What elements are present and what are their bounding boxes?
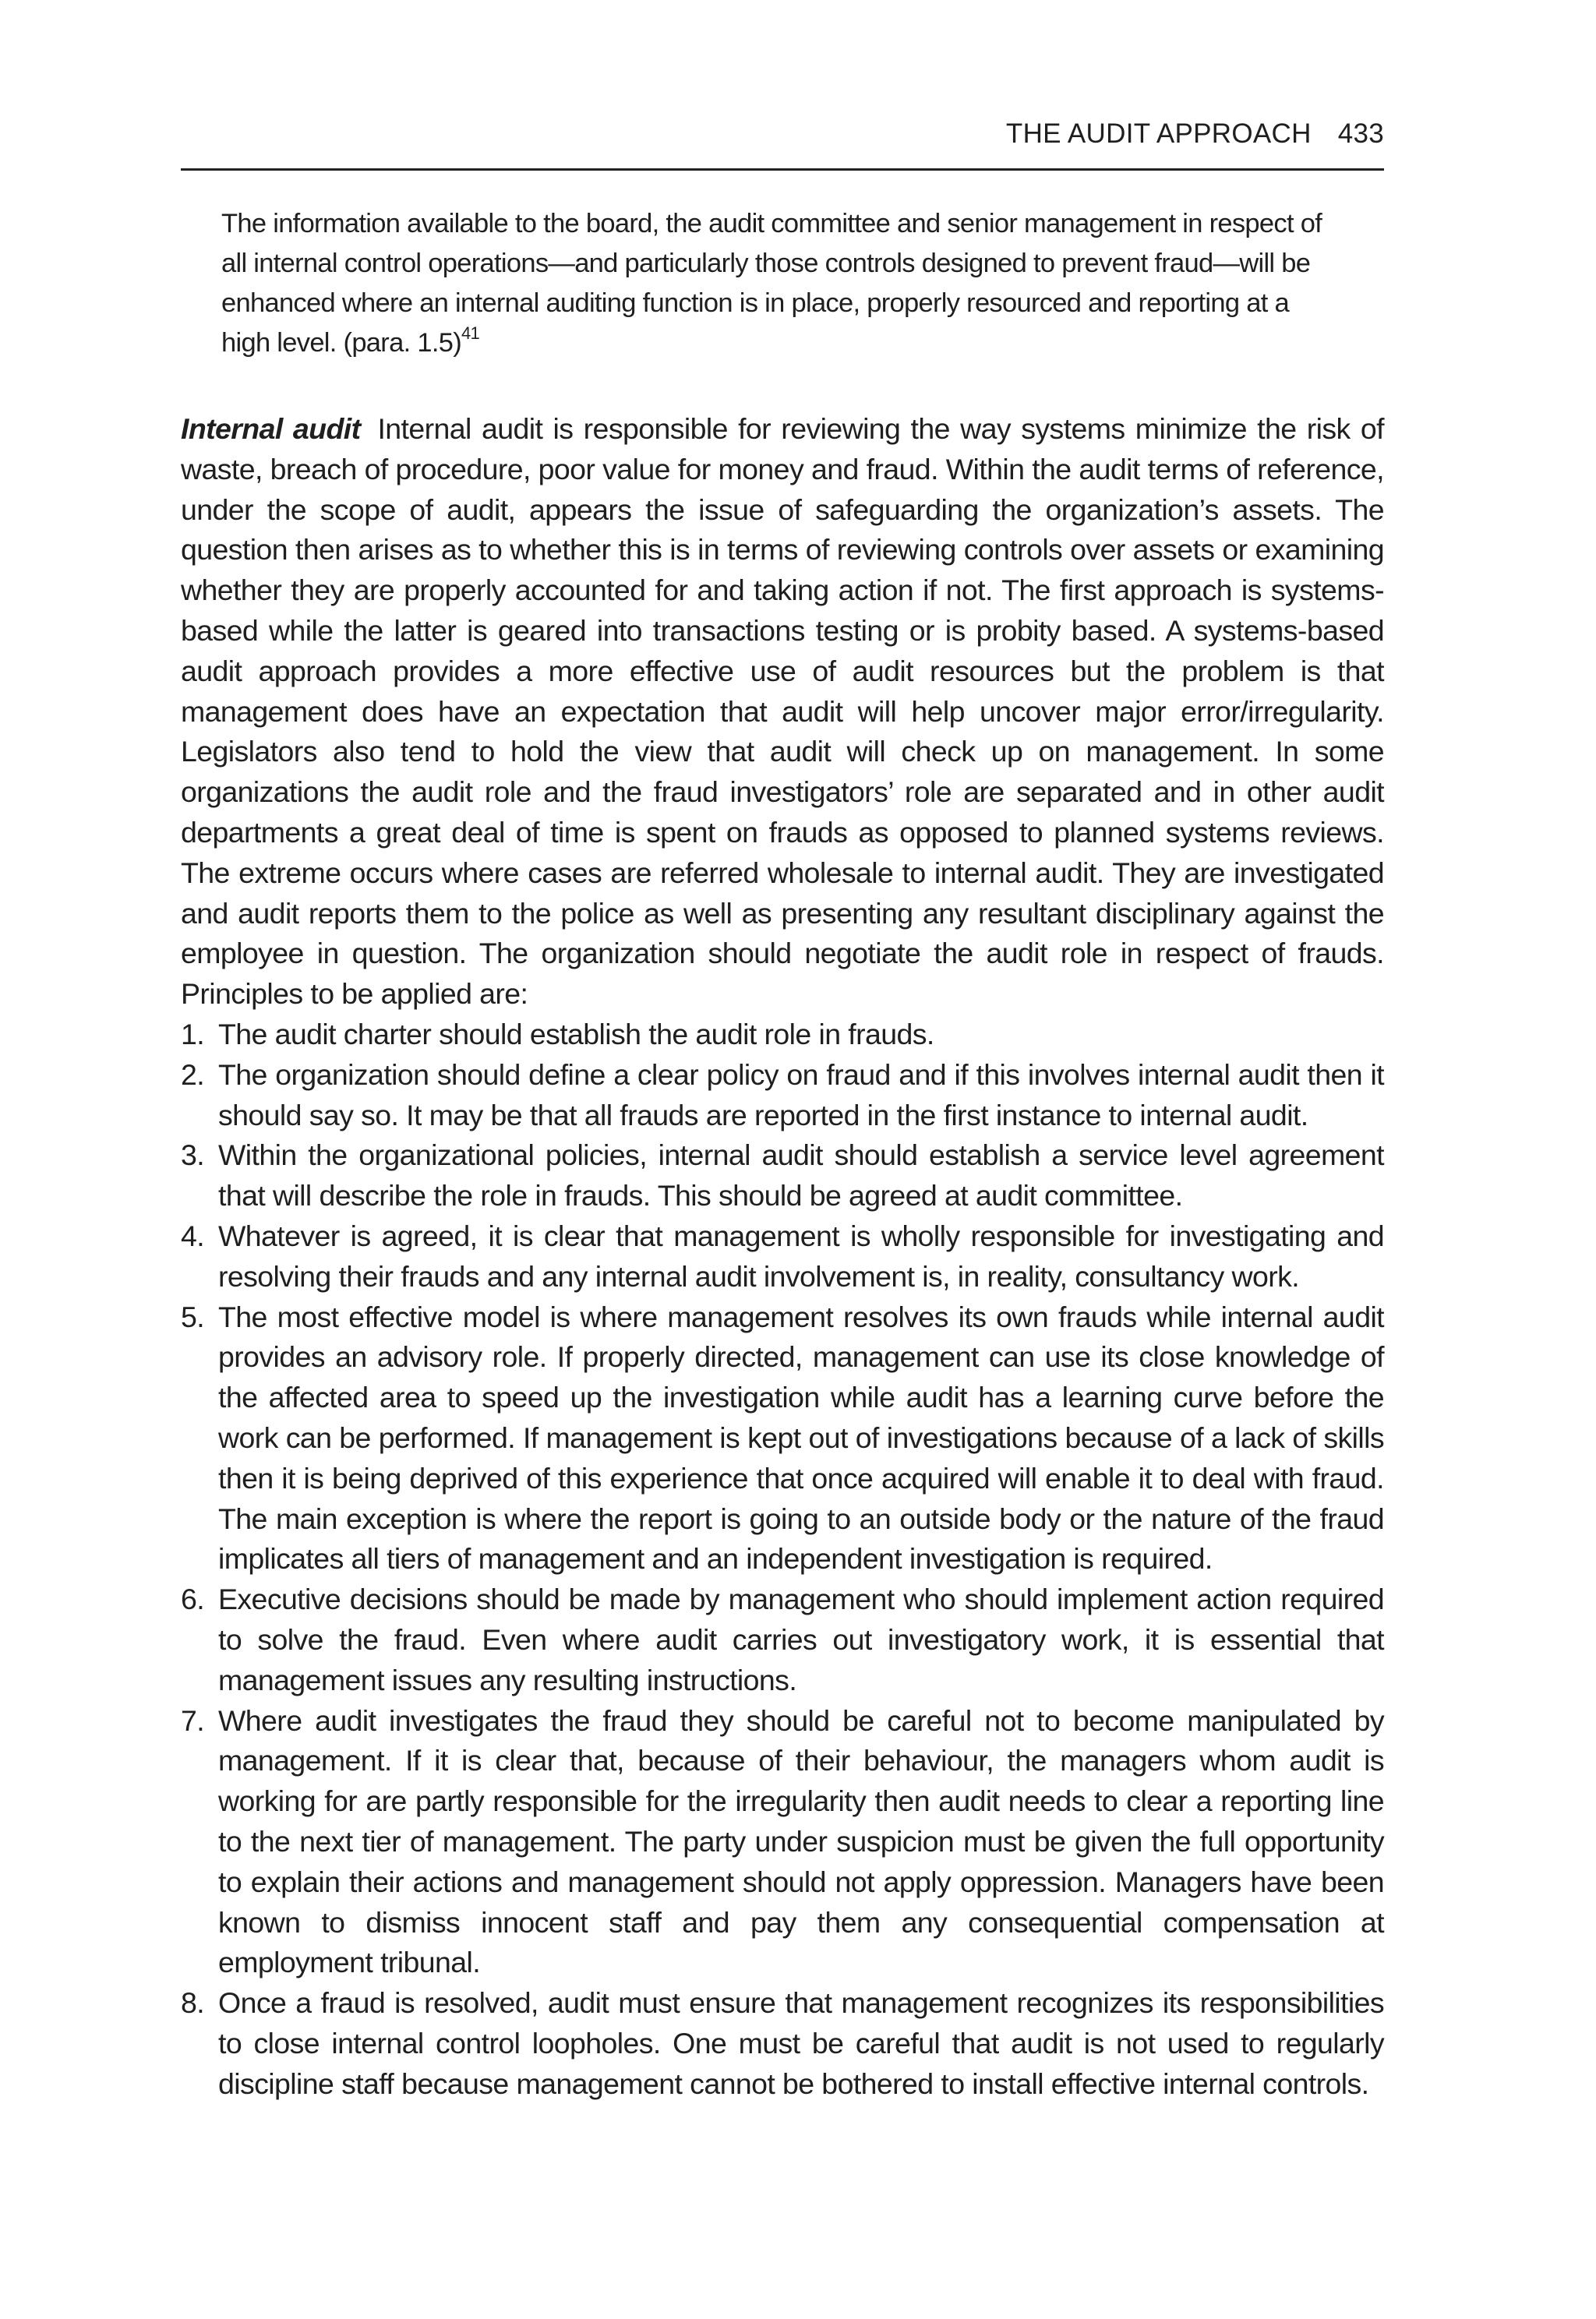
list-item-number: 4. [181, 1219, 205, 1252]
list-item-text: Within the organizational policies, internal audit should establish a service level agreement that will describe the role in frauds. This should be agreed at audit committee. [218, 1138, 1384, 1212]
list-item [181, 1216, 1384, 1297]
list-item-number: 3. [181, 1138, 205, 1172]
section-internal-audit [181, 409, 1384, 1015]
list-item-number: 1. [181, 1018, 205, 1050]
section-paragraph-text: Internal audit is responsible for reviewing the way systems minimize the risk of waste, breach of procedure, poor value for money and fraud. Within the audit terms of reference, under the scope of audit, appears the issue of safeguarding the organization’s assets. The question then arises as to whether this is in terms of reviewing controls over assets or examining whether they are properly accounted for and taking action if not. The first approach is systems-based while the latter is geared into transactions testing or is probity based. A systems-based audit approach provides a more effective use of audit resources but the problem is that management does have an expectation that audit will help uncover major error/irregularity. Legislators also tend to hold the view that audit will check up on management. In some organizations the audit role and the fraud investigators’ role are separated and in other audit departments a great deal of time is spent on frauds as opposed to planned systems reviews. The extreme occurs where cases are referred wholesale to internal audit. They are investigated and audit reports them to the police as well as presenting any resultant disciplinary against the employee in question. The organization should negotiate the audit role in respect of frauds. Principles to be applied are: [181, 412, 1384, 1011]
list-item-text: The organization should define a clear policy on fraud and if this involves internal audit then it should say so. It may be that all frauds are reported in the first instance to internal audit. [218, 1057, 1384, 1131]
list-item-number: 2. [181, 1057, 205, 1091]
list-item [181, 1701, 1384, 1984]
principles-list [181, 1015, 1384, 2105]
footnote-reference: 41 [461, 323, 480, 343]
list-item-text: Executive decisions should be made by management who should implement action required to solve the fraud. Even where audit carries out investigatory work, it is essential that management issues any resulting instructions. [218, 1583, 1384, 1696]
page-number: 433 [1337, 118, 1384, 149]
list-item [181, 1297, 1384, 1580]
list-item-text: The audit charter should establish the audit role in frauds. [218, 1018, 934, 1050]
list-item-number: 8. [181, 1986, 205, 2020]
document-page [181, 0, 1384, 2319]
block-quote-text: The information available to the board, the audit committee and senior management in respect of all internal control operations—and particularly those controls designed to prevent fraud—will be enhanced where an internal auditing function is in place, properly resourced and reporting at a high level. (para. 1.5) [221, 209, 1322, 358]
block-quote [221, 204, 1344, 363]
section-heading: Internal audit [181, 412, 361, 445]
list-item-text: The most effective model is where management resolves its own frauds while internal audit provides an advisory role. If properly directed, management can use its close knowledge of the affected area to speed up the investigation while audit has a learning curve before the work can be performed. If management is kept out of investigations because of a lack of skills then it is being deprived of this experience that once acquired will enable it to deal with fraud. The main exception is where the report is going to an outside body or the nature of the fraud implicates all tiers of management and an independent investigation is required. [218, 1300, 1384, 1576]
list-item-text: Whatever is agreed, it is clear that management is wholly responsible for investigating and resolving their frauds and any internal audit involvement is, in reality, consultancy work. [218, 1219, 1384, 1293]
list-item-number: 5. [181, 1300, 205, 1333]
list-item-text: Where audit investigates the fraud they should be careful not to become manipulated by management. If it is clear that, because of their behaviour, the managers whom audit is working for are partly responsible for the irregularity then audit needs to clear a reporting line to the next tier of management. The party under suspicion must be given the full opportunity to explain their actions and management should not apply oppression. Managers have been known to dismiss innocent staff and pay them any consequential compensation at employment tribunal. [218, 1703, 1384, 1979]
list-item [181, 1015, 1384, 1055]
section-paragraph [181, 409, 1384, 1015]
header-rule [181, 168, 1384, 171]
running-title: THE AUDIT APPROACH [1005, 118, 1312, 149]
list-item [181, 1055, 1384, 1136]
list-item [181, 1983, 1384, 2104]
list-item [181, 1580, 1384, 1700]
list-item-number: 6. [181, 1583, 205, 1616]
list-item [181, 1135, 1384, 1216]
running-head [181, 118, 1384, 165]
block-quote-paragraph [221, 204, 1344, 363]
list-item-text: Once a fraud is resolved, audit must ensure that management recognizes its responsibilities to close internal control loopholes. One must be careful that audit is not used to regularly discipline staff because management cannot be bothered to install effective internal controls. [218, 1986, 1384, 2100]
list-item-number: 7. [181, 1703, 205, 1737]
